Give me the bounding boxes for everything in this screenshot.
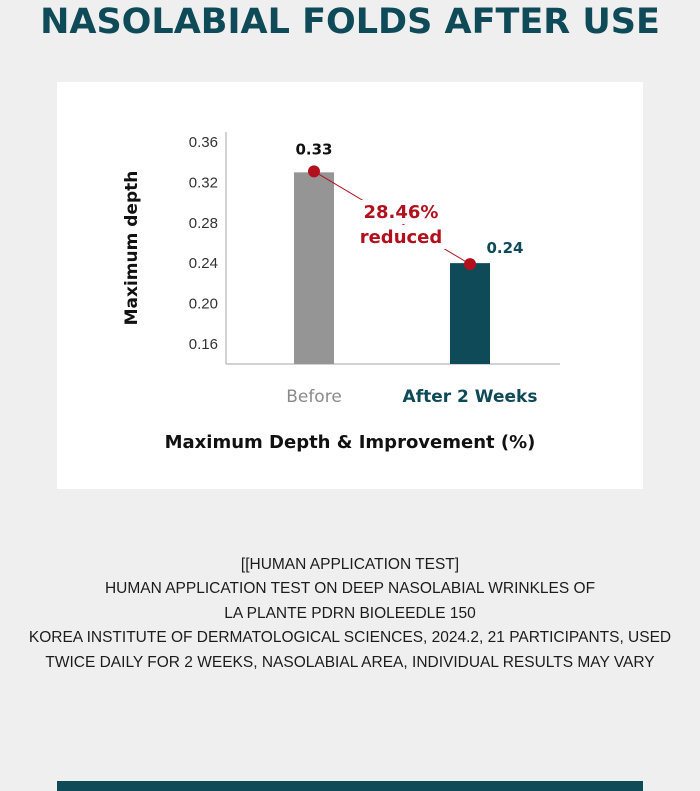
reduction-annotation: reduced	[359, 227, 443, 248]
point-marker	[464, 258, 476, 270]
note-line-2: HUMAN APPLICATION TEST ON DEEP NASOLABIAL WRINKLES OF	[104, 580, 596, 598]
y-tick-label: 0.28	[188, 214, 218, 232]
chart-x-label: Maximum Depth & Improvement (%)	[164, 432, 536, 453]
y-tick-label: 0.20	[188, 295, 218, 313]
note-line-3: LA PLANTE PDRN BIOLEEDLE 150	[224, 604, 476, 622]
page-title: NASOLABIAL FOLDS AFTER USE	[40, 2, 660, 42]
y-axis-label: Maximum depth	[122, 170, 142, 326]
y-tick-label: 0.32	[188, 174, 218, 192]
bar-chart	[57, 82, 643, 489]
data-label: 0.33	[295, 140, 333, 159]
bar-before	[294, 172, 334, 364]
x-tick-label: After 2 Weeks	[402, 387, 538, 407]
bar-after	[450, 263, 490, 364]
chart-card	[57, 82, 643, 489]
note-line-4: KOREA INSTITUTE OF DERMATOLOGICAL SCIENCES, 2024.2, 21 PARTICIPANTS, USED	[28, 629, 672, 647]
x-tick-label: Before	[286, 387, 342, 407]
bottom-banner	[57, 781, 643, 791]
point-marker	[308, 165, 320, 177]
note-line-1: [[HUMAN APPLICATION TEST]	[240, 556, 460, 573]
y-tick-label: 0.24	[188, 255, 218, 273]
test-notes	[0, 553, 700, 675]
note-line-5: TWICE DAILY FOR 2 WEEKS, NASOLABIAL AREA, INDIVIDUAL RESULTS MAY VARY	[45, 653, 655, 671]
reduction-annotation: 28.46%	[363, 202, 439, 223]
y-tick-label: 0.36	[188, 134, 218, 152]
data-label: 0.24	[486, 239, 524, 258]
y-tick-label: 0.16	[188, 335, 218, 353]
